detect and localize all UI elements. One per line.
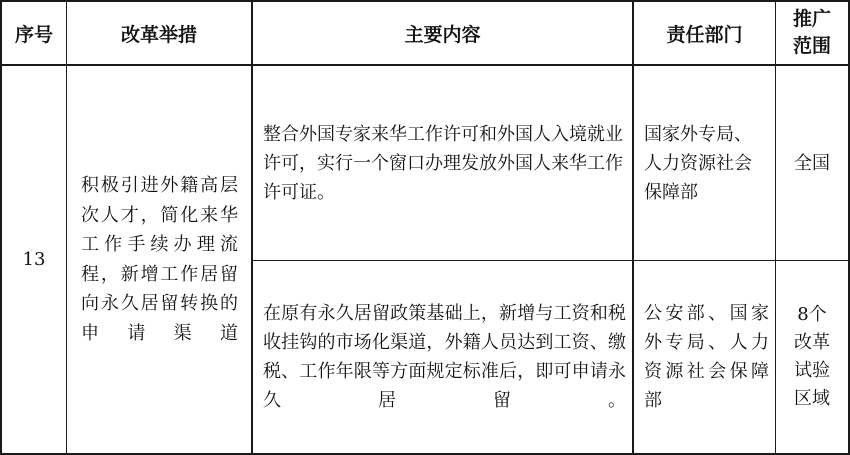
department-1: 国家外专局、人力资源社会保障部 — [644, 123, 752, 203]
header-content: 主要内容 — [404, 23, 481, 46]
main-content-2: 在原有永久居留政策基础上，新增与工资和税收挂钩的市场化渠道，外籍人员达到工资、缴税、工作年限等方面规定标准后，即可申请永久居留。 — [263, 303, 626, 411]
row-number: 13 — [22, 249, 46, 270]
department-2: 公安部、国家外专局、人力资源社会保障部 — [644, 303, 769, 411]
header-department: 责任部门 — [666, 23, 743, 46]
scope-2: 8个改革试验区域 — [794, 304, 830, 409]
header-scope-line2: 范围 — [792, 35, 831, 57]
scope-1: 全国 — [794, 152, 830, 174]
header-scope — [776, 2, 848, 64]
header-no: 序号 — [14, 23, 53, 46]
header-scope-line1: 推广 — [792, 8, 831, 30]
main-content-1: 整合外国专家来华工作许可和外国人入境就业许可，实行一个窗口办理发放外国人来华工作许可证。 — [263, 123, 623, 203]
header-measure: 改革举措 — [120, 23, 197, 46]
reform-measure: 积极引进外籍高层次人才，简化来华工作手续办理流程，新增工作居留向永久居留转换的申请渠道 — [81, 175, 239, 344]
